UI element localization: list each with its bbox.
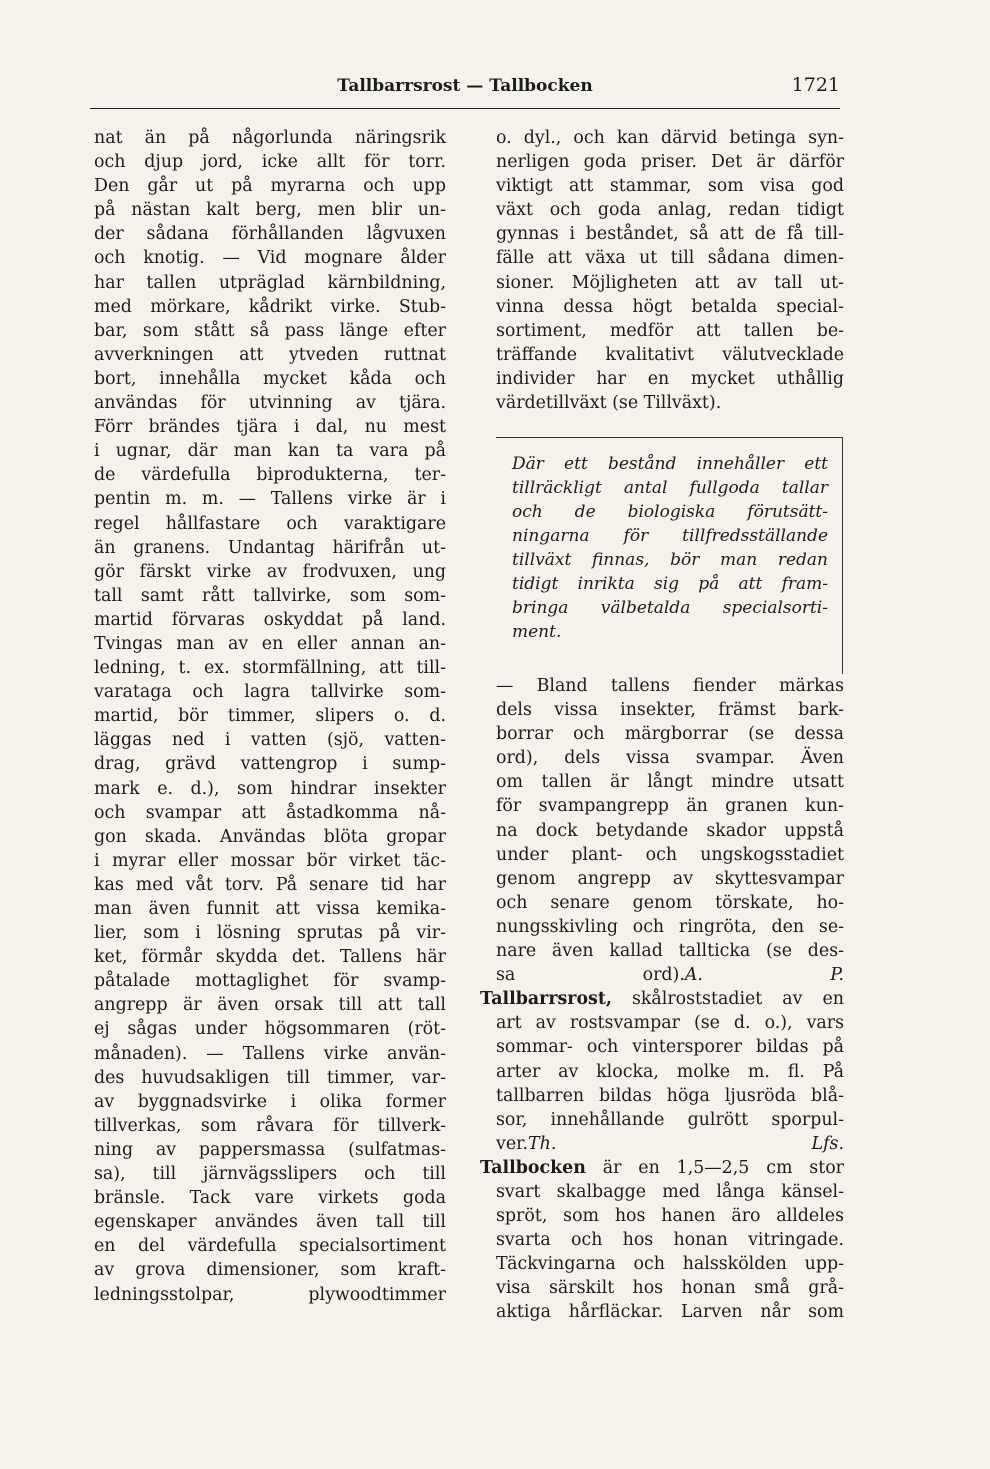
text-line: och svampar att åstadkomma nå- bbox=[94, 802, 446, 823]
text-line: dels vissa insekter, främst bark- bbox=[496, 700, 844, 721]
text-line: bringa välbetalda specialsorti- bbox=[512, 598, 828, 618]
text-line: om tallen är långt mindre utsatt bbox=[496, 772, 844, 793]
author-signature: Th. Lfs. bbox=[528, 1133, 844, 1154]
text-line: under plant- och ungskogsstadiet bbox=[496, 844, 844, 865]
text-line: för svampangrepp än granen kun- bbox=[496, 796, 844, 817]
fiender-paragraph bbox=[496, 674, 844, 963]
text-line: sa), till järnvägsslipers och till bbox=[94, 1164, 446, 1185]
text-line: och senare genom törskate, ho- bbox=[496, 892, 844, 913]
text-line: av byggnadsvirke i olika former bbox=[94, 1091, 446, 1112]
text-line: Täckvingarna och halsskölden upp- bbox=[496, 1254, 844, 1275]
text-line: tallbarren bildas höga ljusröda blå- bbox=[496, 1085, 844, 1106]
text-line: lier, som i lösning sprutas på vir- bbox=[94, 923, 446, 944]
text-line: nungsskivling och ringröta, den se- bbox=[496, 916, 844, 937]
text-line: i myrar eller mossar bör virket täc- bbox=[94, 850, 446, 871]
text-line: fälle att växa ut till sådana dimen- bbox=[496, 248, 844, 269]
text-line: des huvudsakligen till timmer, var- bbox=[94, 1067, 446, 1088]
text-line: påtalade mottaglighet för svamp- bbox=[94, 971, 446, 992]
text-line: bränsle. Tack vare virkets goda bbox=[94, 1188, 446, 1209]
text-line: borrar och märgborrar (se dessa bbox=[496, 724, 844, 745]
signature-line: ver.Th. Lfs. bbox=[496, 1133, 844, 1154]
text-line: arter av klocka, molke m. fl. På bbox=[496, 1061, 844, 1082]
text-line: med mörkare, kådrikt virke. Stub- bbox=[94, 296, 446, 317]
text-line: man även funnit att vissa kemika- bbox=[94, 899, 446, 919]
text-line: månaden). — Tallens virke använ- bbox=[94, 1043, 446, 1064]
text-line: genom angrepp av skyttesvampar bbox=[496, 868, 844, 889]
text-line: ment. bbox=[512, 622, 562, 642]
text-line: de värdefulla biprodukterna, ter- bbox=[94, 465, 446, 486]
text-line: sor, innehållande gulrött sporpul- bbox=[496, 1109, 844, 1130]
highlight-box-text bbox=[512, 452, 828, 644]
text-line: Där ett bestånd innehåller ett bbox=[512, 454, 828, 474]
text-line: nare även kallad tallticka (se des- bbox=[496, 941, 844, 962]
text-line: martid förvaras oskyddat på land. bbox=[94, 609, 446, 630]
text-line: gynnas i beståndet, så att de få till- bbox=[496, 224, 844, 245]
text-line: en del värdefulla specialsortiment bbox=[94, 1236, 446, 1257]
text-line: och djup jord, icke allt för torr. bbox=[94, 152, 446, 173]
text-line: sioner. Möjligheten att av tall ut- bbox=[496, 272, 844, 293]
text-line: o. dyl., och kan därvid betinga syn- bbox=[496, 128, 844, 148]
text-line: värdetillväxt (se Tillväxt). bbox=[496, 393, 722, 414]
text-line: angrepp är även orsak till att tall bbox=[94, 995, 446, 1016]
right-column-bottom bbox=[480, 674, 844, 1325]
text-line: användas för utvinning av tjära. bbox=[94, 393, 446, 414]
text-line: — Bland tallens fiender märkas bbox=[496, 676, 844, 696]
text-line: viktigt att stammar, som visa god bbox=[496, 176, 844, 197]
text-line: spröt, som hos hanen äro alldeles bbox=[496, 1206, 844, 1227]
text-line: läggas ned i vatten (sjö, vatten- bbox=[94, 730, 446, 751]
text-line: ledningsstolpar, plywoodtimmer bbox=[94, 1284, 446, 1305]
entry-term: Tallbarrsrost, bbox=[480, 989, 612, 1010]
text-line: och knotig. — Vid mognare ålder bbox=[94, 248, 446, 269]
right-column-top bbox=[496, 126, 844, 415]
text-line: gör färskt virke av frodvuxen, ung bbox=[94, 561, 446, 582]
page-number: 1721 bbox=[791, 74, 840, 96]
text-line: nat än på någorlunda näringsrik bbox=[94, 128, 446, 148]
text-line: växt och goda anlag, redan tidigt bbox=[496, 200, 844, 221]
text-line: vinna dessa högt betalda special- bbox=[496, 296, 844, 317]
text-line: sommar- och vintersporer bildas på bbox=[496, 1037, 844, 1058]
text-line: pentin m. m. — Tallens virke är i bbox=[94, 489, 446, 510]
text-line: och de biologiska förutsätt- bbox=[512, 502, 828, 522]
text-line: än granens. Undantag härifrån ut- bbox=[94, 537, 446, 558]
text-line: ket, förmår skydda det. Tallens här bbox=[94, 947, 446, 968]
text-line: på nästan kalt berg, men blir un- bbox=[94, 200, 446, 221]
text-line: ning av pappersmassa (sulfatmas- bbox=[94, 1139, 446, 1160]
text-line: aktiga hårfläckar. Larven når som bbox=[496, 1302, 844, 1323]
text-line: svart skalbagge med långa känsel- bbox=[496, 1181, 844, 1202]
text-line: har tallen utpräglad kärnbildning, bbox=[94, 272, 446, 293]
text-line: tillverkas, som råvara för tillverk- bbox=[94, 1115, 446, 1136]
text-line: regel hållfastare och varaktigare bbox=[94, 513, 446, 534]
entry-tallbarrsrost bbox=[480, 987, 844, 1156]
text-line: egenskaper användes även tall till bbox=[94, 1212, 446, 1233]
text-line: tillräckligt antal fullgoda tallar bbox=[512, 478, 828, 498]
text-line: Tvingas man av en eller annan an- bbox=[94, 633, 446, 654]
text-line: träffande kvalitativt välutvecklade bbox=[496, 344, 844, 365]
text-line: kas med våt torv. På senare tid har bbox=[94, 874, 446, 895]
text-line: drag, grävd vattengrop i sump- bbox=[94, 754, 446, 775]
entry-first-line: Tallbocken är en 1,5—2,5 cm stor bbox=[480, 1157, 844, 1178]
author-signature: A. P. bbox=[684, 965, 844, 986]
text-line: sortiment, medför att tallen be- bbox=[496, 320, 844, 341]
entry-first-line: Tallbarrsrost, skålroststadiet av en bbox=[480, 989, 844, 1010]
text-line: ledning, t. ex. stormfällning, att till- bbox=[94, 658, 446, 679]
signature-line: sa ord).A. P. bbox=[496, 965, 844, 986]
text-line: martid, bör timmer, slipers o. d. bbox=[94, 706, 446, 727]
text-line: Den går ut på myrarna och upp bbox=[94, 176, 446, 197]
entry-term: Tallbocken bbox=[480, 1157, 586, 1178]
text-line: individer har en mycket uthållig bbox=[496, 368, 844, 389]
left-column bbox=[94, 126, 446, 1307]
text-line: na dock betydande skador uppstå bbox=[496, 820, 844, 841]
text-line: ord), dels vissa svampar. Även bbox=[496, 748, 844, 769]
text-line: tillväxt finnas, bör man redan bbox=[512, 550, 828, 570]
text-line: nerligen goda priser. Det är därför bbox=[496, 152, 844, 173]
text-line: mark e. d.), som hindrar insekter bbox=[94, 778, 446, 799]
running-header bbox=[90, 76, 840, 106]
text-line: ej sågas under högsommaren (röt- bbox=[94, 1019, 446, 1040]
text-line: gon skada. Användas blöta gropar bbox=[94, 826, 446, 847]
text-line: svarta och hos honan vitringade. bbox=[496, 1230, 844, 1251]
text-line: der sådana förhållanden lågvuxen bbox=[94, 224, 446, 245]
text-line: bar, som stått så pass länge efter bbox=[94, 320, 446, 341]
text-line: art av rostsvampar (se d. o.), vars bbox=[496, 1013, 844, 1034]
text-line: tidigt inrikta sig på att fram- bbox=[512, 574, 828, 594]
text-line: bort, innehålla mycket kåda och bbox=[94, 368, 446, 389]
highlight-box bbox=[496, 437, 843, 674]
running-title: Tallbarrsrost — Tallbocken bbox=[337, 76, 593, 96]
text-line: i ugnar, där man kan ta vara på bbox=[94, 441, 446, 462]
text-line: visa särskilt hos honan små grå- bbox=[496, 1278, 844, 1299]
text-line: avverkningen att ytveden ruttnat bbox=[94, 344, 446, 365]
header-rule bbox=[90, 108, 840, 109]
text-line: av grova dimensioner, som kraft- bbox=[94, 1260, 446, 1281]
entry-tallbocken bbox=[480, 1156, 844, 1325]
text-line: ningarna för tillfredsställande bbox=[512, 526, 828, 546]
text-line: Förr brändes tjära i dal, nu mest bbox=[94, 417, 446, 438]
text-line: varataga och lagra tallvirke som- bbox=[94, 682, 446, 703]
text-line: tall samt rått tallvirke, som som- bbox=[94, 585, 446, 606]
